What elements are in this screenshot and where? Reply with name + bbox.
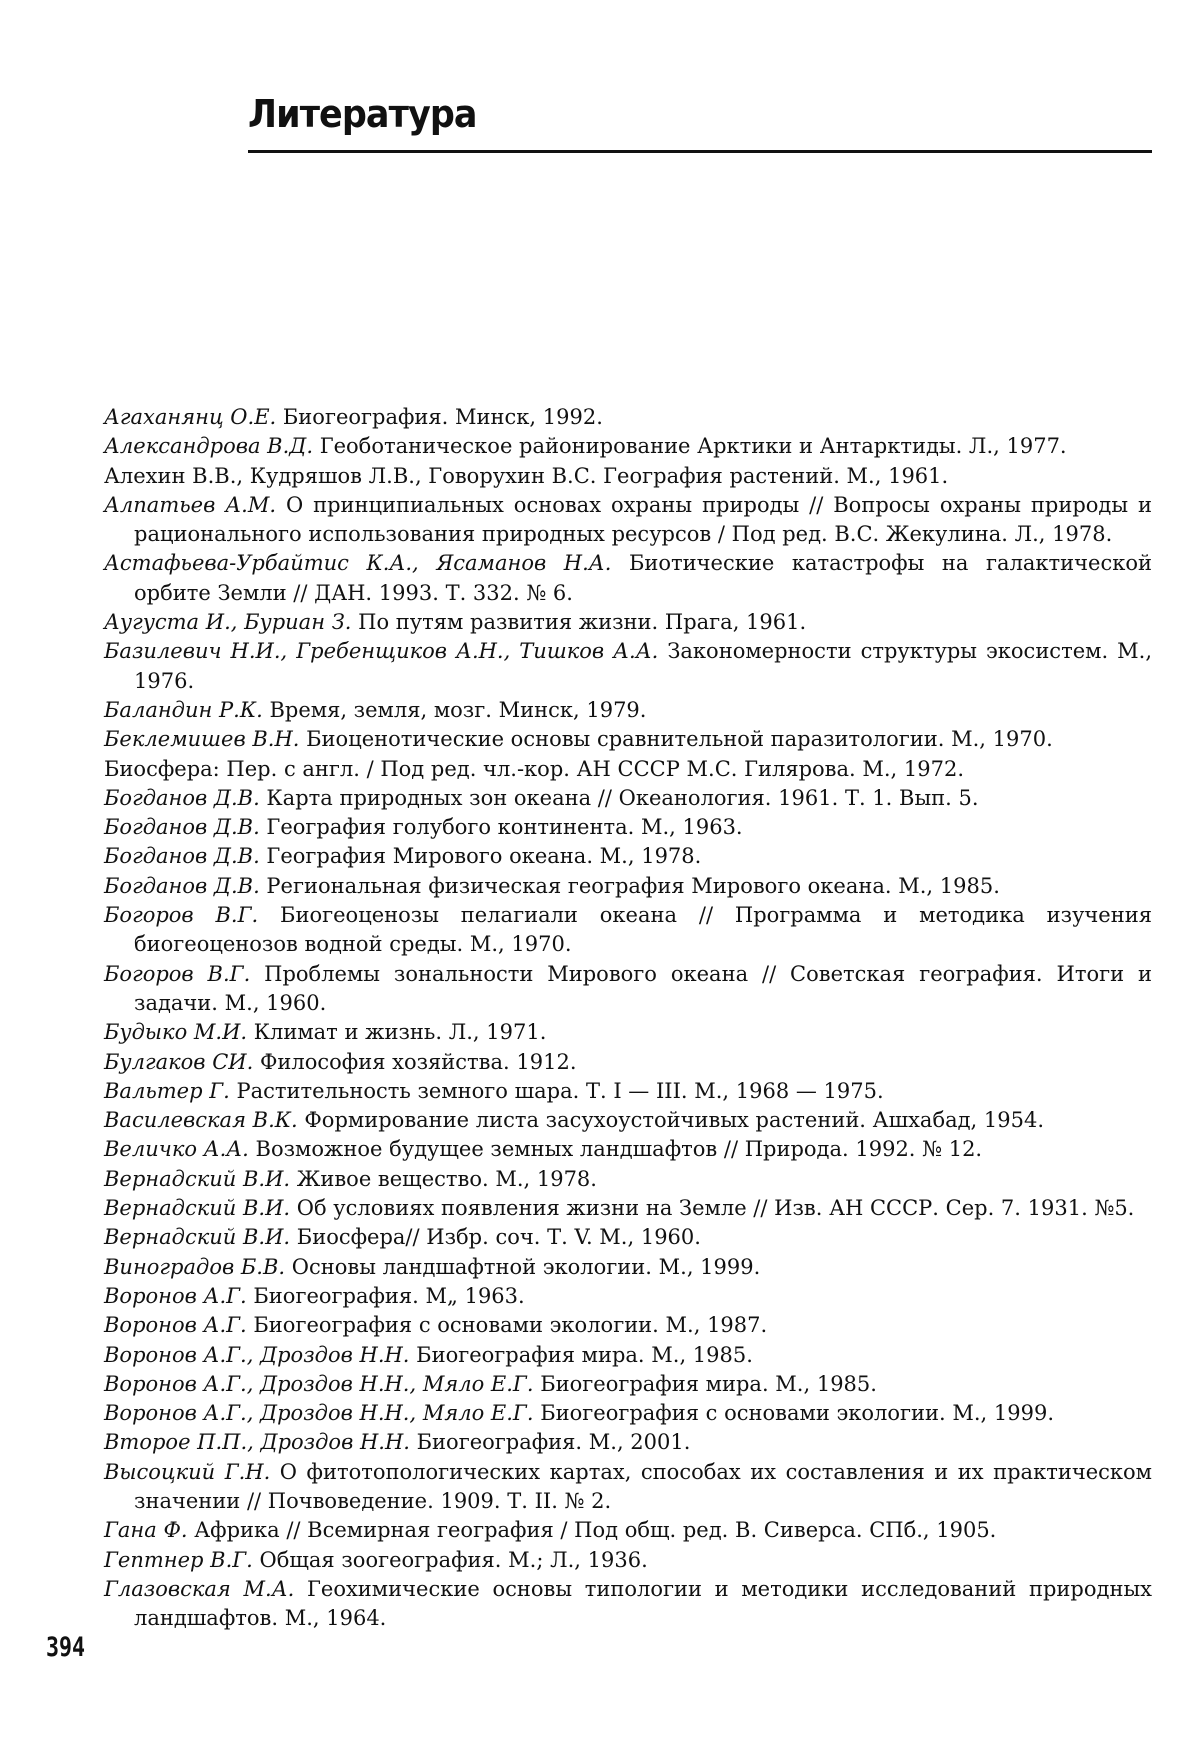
reference-text: Биоценотические основы сравнительной паразитологии. М., 1970. [299, 727, 1053, 752]
reference-author: Вернадский В.И. [104, 1166, 291, 1191]
reference-text: Биогеография мира. М., 1985. [533, 1371, 877, 1396]
reference-author: Богданов Д.В. [104, 844, 260, 869]
reference-entry [104, 432, 1152, 461]
reference-text: Биотические катастрофы на галактической орбите Земли // ДАН. 1993. Т. 332. № 6. [134, 551, 1152, 605]
reference-text: География Мирового океана. М., 1978. [259, 844, 702, 869]
page-number: 394 [46, 1632, 86, 1663]
reference-text: Биогеография мира. М., 1985. [409, 1342, 753, 1367]
reference-author: Булгаков СИ. [104, 1049, 254, 1074]
reference-entry [104, 960, 1152, 1019]
reference-author: Агаханянц О.Е. [104, 405, 277, 429]
reference-entry [104, 1370, 1152, 1399]
reference-entry [104, 549, 1152, 608]
reference-entry [104, 1223, 1152, 1252]
reference-author: Богданов Д.В. [104, 873, 260, 898]
reference-text: Биогеография. М„ 1963. [246, 1283, 525, 1308]
reference-entry [104, 813, 1152, 842]
reference-entry [104, 1253, 1152, 1282]
reference-text: Африка // Всемирная география / Под общ. ред. В. Сиверса. СПб., 1905. [187, 1518, 997, 1543]
reference-text: Об условиях появления жизни на Земле // Изв. АН СССР. Сер. 7. 1931. №5. [290, 1196, 1135, 1221]
reference-text: Биогеография. Минск, 1992. [276, 405, 603, 429]
reference-entry [104, 872, 1152, 901]
reference-text: Философия хозяйства. 1912. [253, 1049, 577, 1074]
reference-text: География голубого континента. М., 1963. [259, 815, 743, 840]
reference-author: Воронов А.Г. [104, 1283, 247, 1308]
reference-entry [104, 1018, 1152, 1047]
reference-author: Гана Ф. [104, 1518, 188, 1543]
reference-entry [104, 1458, 1152, 1517]
reference-author: Александрова В.Д. [104, 434, 314, 459]
reference-text: Климат и жизнь. Л., 1971. [247, 1020, 547, 1045]
reference-entry [104, 1341, 1152, 1370]
reference-author: Величко А.А. [104, 1137, 249, 1162]
reference-author: Богоров В.Г. [104, 961, 251, 986]
reference-text: О фитотопологических картах, способах их составления и их практическом значении // Почвоведение. 1909. Т. II. № 2. [134, 1459, 1152, 1513]
reference-author: Богоров В.Г. [104, 903, 259, 928]
reference-text: Алехин В.В., Кудряшов Л.В., Говорухин В.С. География растений. М., 1961. [104, 463, 949, 488]
reference-entry [104, 1575, 1152, 1634]
reference-entry [104, 491, 1152, 550]
reference-entry [104, 403, 1152, 432]
reference-author: Вернадский В.И. [104, 1196, 291, 1221]
reference-author: Богданов Д.В. [104, 785, 260, 810]
reference-text: Возможное будущее земных ландшафтов // Природа. 1992. № 12. [248, 1137, 983, 1162]
reference-entry [104, 1311, 1152, 1340]
reference-author: Богданов Д.В. [104, 815, 260, 840]
reference-text: Геоботаническое районирование Арктики и Антарктиды. Л., 1977. [313, 434, 1067, 459]
reference-text: Живое вещество. М., 1978. [290, 1166, 597, 1191]
reference-author: Глазовская М.А. [104, 1576, 295, 1601]
reference-entry [104, 784, 1152, 813]
reference-text: Биогеография с основами экологии. М., 1999. [533, 1401, 1054, 1426]
reference-text: Биосфера// Избр. соч. Т. V. М., 1960. [290, 1225, 701, 1250]
reference-author: Воронов А.Г., Дроздов Н.Н., Мяло Е.Г. [104, 1371, 534, 1396]
reference-text: Биосфера: Пер. с англ. / Под ред. чл.-кор. АН СССР М.С. Гилярова. М., 1972. [104, 756, 965, 781]
reference-text: Закономерности структуры экосистем. М., 1976. [134, 639, 1152, 693]
reference-text: Проблемы зональности Мирового океана // Советская география. Итоги и задачи. М., 1960. [134, 961, 1152, 1015]
reference-list [104, 403, 1152, 1633]
reference-entry [104, 1428, 1152, 1457]
title-rule [248, 150, 1152, 153]
reference-entry [104, 1048, 1152, 1077]
page-title: Литература [248, 92, 477, 136]
reference-entry [104, 1516, 1152, 1545]
reference-text: Основы ландшафтной экологии. М., 1999. [285, 1254, 761, 1279]
reference-entry [104, 842, 1152, 871]
reference-author: Воронов А.Г. [104, 1313, 247, 1338]
reference-author: Аугуста И., Буриан З. [104, 610, 352, 635]
reference-text: О принципиальных основах охраны природы // Вопросы охраны природы и рационального использования природных ресурсов / Под ред. В.С. Жекулина. Л., 1978. [134, 492, 1153, 547]
reference-author: Баландин Р.К. [104, 697, 263, 722]
reference-entry [104, 696, 1152, 725]
reference-entry [104, 1282, 1152, 1311]
reference-author: Алпатьев А.М. [104, 492, 277, 517]
reference-text: Растительность земного шара. Т. I — III. М., 1968 — 1975. [229, 1078, 884, 1103]
reference-entry [104, 1399, 1152, 1428]
reference-author: Гептнер В.Г. [104, 1547, 253, 1572]
reference-author: Астафьева-Урбайтис К.А., Ясаманов Н.А. [104, 551, 612, 576]
reference-author: Василевская В.К. [104, 1108, 298, 1133]
reference-text: Биогеография. М., 2001. [409, 1430, 691, 1455]
reference-text: Формирование листа засухоустойчивых растений. Ашхабад, 1954. [297, 1108, 1045, 1133]
reference-author: Вальтер Г. [104, 1078, 230, 1103]
reference-entry [104, 1135, 1152, 1164]
reference-entry [104, 1546, 1152, 1575]
reference-text: Биогеоценозы пелагиали океана // Программа и методика изучения биогеоценозов водной среды. М., 1970. [134, 903, 1152, 957]
reference-entry [104, 608, 1152, 637]
reference-text: Региональная физическая география Мирового океана. М., 1985. [259, 873, 1000, 898]
reference-entry [104, 1077, 1152, 1106]
reference-entry [104, 1194, 1152, 1223]
reference-author: Беклемишев В.Н. [104, 727, 300, 752]
reference-text: Время, земля, мозг. Минск, 1979. [262, 697, 647, 722]
reference-text: По путям развития жизни. Прага, 1961. [351, 610, 807, 635]
reference-author: Вернадский В.И. [104, 1225, 291, 1250]
reference-text: Биогеография с основами экологии. М., 1987. [246, 1313, 768, 1338]
reference-entry [104, 637, 1152, 696]
reference-author: Виноградов Б.В. [104, 1254, 286, 1279]
reference-entry [104, 462, 1152, 491]
reference-author: Второе П.П., Дроздов Н.Н. [104, 1430, 410, 1455]
reference-text: Карта природных зон океана // Океанология. 1961. Т. 1. Вып. 5. [259, 785, 979, 810]
reference-entry [104, 901, 1152, 960]
reference-entry [104, 1106, 1152, 1135]
reference-entry [104, 755, 1152, 784]
reference-text: Геохимические основы типологии и методики исследований природных ландшафтов. М., 1964. [134, 1576, 1152, 1631]
reference-author: Базилевич Н.И., Гребенщиков А.Н., Тишков А.А. [104, 639, 659, 664]
reference-entry [104, 1165, 1152, 1194]
reference-author: Будыко М.И. [104, 1020, 248, 1045]
reference-author: Воронов А.Г., Дроздов Н.Н., Мяло Е.Г. [104, 1401, 534, 1426]
reference-author: Воронов А.Г., Дроздов Н.Н. [104, 1342, 410, 1367]
reference-author: Высоцкий Г.Н. [104, 1459, 271, 1484]
reference-entry [104, 725, 1152, 754]
reference-text: Общая зоогеография. М.; Л., 1936. [252, 1547, 648, 1572]
